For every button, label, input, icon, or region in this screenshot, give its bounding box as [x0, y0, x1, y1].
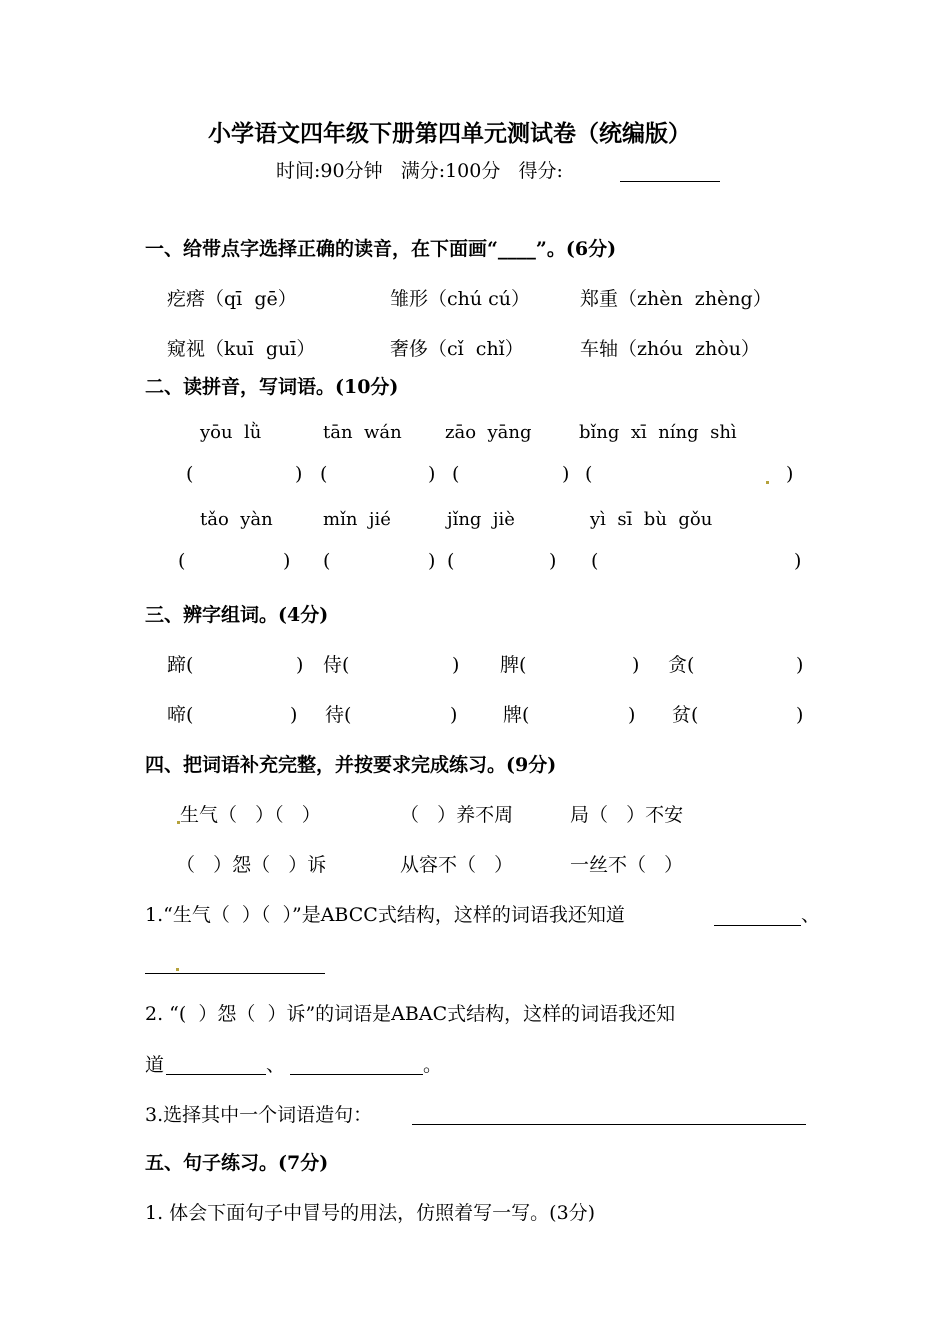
pinyin-item: jǐng jiè: [447, 509, 515, 530]
answer-box-close: ): [549, 550, 557, 572]
answer-blank[interactable]: [145, 973, 325, 974]
answer-box-close: ): [632, 654, 640, 676]
answer-box-open[interactable]: (: [452, 463, 460, 485]
section-3-heading: 三、辨字组词。(4分): [145, 604, 329, 626]
answer-box-close: ): [296, 654, 304, 676]
char-item: 啼(: [167, 704, 194, 726]
section-1-heading: 一、给带点字选择正确的读音，在下面画“____”。(6分): [145, 238, 617, 260]
answer-box-open[interactable]: (: [178, 550, 186, 572]
answer-box-close: ): [452, 654, 460, 676]
answer-box-open[interactable]: (: [447, 550, 455, 572]
answer-box-open[interactable]: (: [591, 550, 599, 572]
exam-info: 时间:90分钟 满分:100分 得分:: [276, 160, 563, 182]
char-item: 待(: [325, 704, 352, 726]
punct: 、: [801, 904, 821, 926]
reading-item: 车轴（zhóu zhòu）: [580, 338, 760, 360]
answer-box-open[interactable]: (: [585, 463, 593, 485]
pinyin-item: tǎo yàn: [200, 509, 273, 530]
reading-item: 窥视（kuī guī）: [167, 338, 316, 360]
answer-box-close: ): [628, 704, 636, 726]
pinyin-item: yì sī bù gǒu: [590, 509, 713, 530]
idiom-item: （ ）养不周: [400, 804, 514, 826]
idiom-item: 局（ ）不安: [570, 804, 684, 826]
char-item: 牌(: [503, 704, 530, 726]
section-2-heading: 二、读拼音，写词语。(10分): [145, 376, 399, 398]
answer-box-open[interactable]: (: [320, 463, 328, 485]
question-2: 2. “( ）怨（ ）诉”的词语是ABAC式结构，这样的词语我还知: [145, 1003, 676, 1025]
answer-blank[interactable]: [412, 1124, 806, 1125]
char-item: 脾(: [500, 654, 527, 676]
idiom-item: （ ）怨（ ）诉: [176, 854, 327, 876]
answer-box-close: ): [796, 704, 804, 726]
idiom-item: 一丝不（ ）: [570, 854, 684, 876]
answer-box-close: ): [283, 550, 291, 572]
answer-blank[interactable]: [290, 1074, 423, 1075]
speck: [176, 968, 179, 971]
answer-blank[interactable]: [714, 925, 801, 926]
reading-item: 疙瘩（qī gē）: [167, 288, 297, 310]
answer-blank[interactable]: [166, 1074, 266, 1075]
answer-box-open[interactable]: (: [323, 550, 331, 572]
char-item: 贫(: [672, 704, 699, 726]
reading-item: 郑重（zhèn zhèng）: [580, 288, 772, 310]
pinyin-item: yōu lǜ: [200, 422, 262, 443]
answer-box-close: ): [562, 463, 570, 485]
answer-box-close: ): [796, 654, 804, 676]
answer-box-close: ): [295, 463, 303, 485]
pinyin-item: mǐn jié: [323, 509, 391, 530]
pinyin-item: tān wán: [323, 422, 402, 443]
section-4-heading: 四、把词语补充完整，并按要求完成练习。(9分): [145, 754, 557, 776]
reading-item: 雏形（chú cú）: [390, 288, 531, 310]
idiom-item: 生气（ ）（ ）: [180, 804, 321, 826]
reading-item: 奢侈（cǐ chǐ）: [390, 338, 524, 360]
char-item: 贪(: [668, 654, 695, 676]
punct: 、: [266, 1054, 286, 1076]
punct: 。: [423, 1054, 443, 1076]
answer-box-open[interactable]: (: [186, 463, 194, 485]
answer-box-close: ): [428, 463, 436, 485]
question-5-1: 1. 体会下面句子中冒号的用法，仿照着写一写。(3分): [145, 1202, 596, 1224]
answer-box-close: ): [450, 704, 458, 726]
char-item: 侍(: [323, 654, 350, 676]
question-3: 3.选择其中一个词语造句：: [145, 1104, 373, 1126]
pinyin-item: bǐng xī níng shì: [579, 422, 737, 443]
speck: [766, 481, 769, 484]
char-item: 蹄(: [167, 654, 194, 676]
pinyin-item: zāo yāng: [445, 422, 532, 443]
section-5-heading: 五、句子练习。(7分): [145, 1152, 329, 1174]
answer-box-close: ): [794, 550, 802, 572]
question-1: 1.“生气（ ）（ ）”是ABCC式结构，这样的词语我还知道: [145, 904, 625, 926]
speck: [177, 821, 180, 824]
idiom-item: 从容不（ ）: [400, 854, 514, 876]
score-blank[interactable]: [620, 181, 720, 182]
answer-box-close: ): [428, 550, 436, 572]
answer-box-close: ): [290, 704, 298, 726]
question-2-cont: 道: [145, 1054, 165, 1076]
answer-box-close: ): [786, 463, 794, 485]
page-title: 小学语文四年级下册第四单元测试卷（统编版）: [208, 120, 691, 147]
